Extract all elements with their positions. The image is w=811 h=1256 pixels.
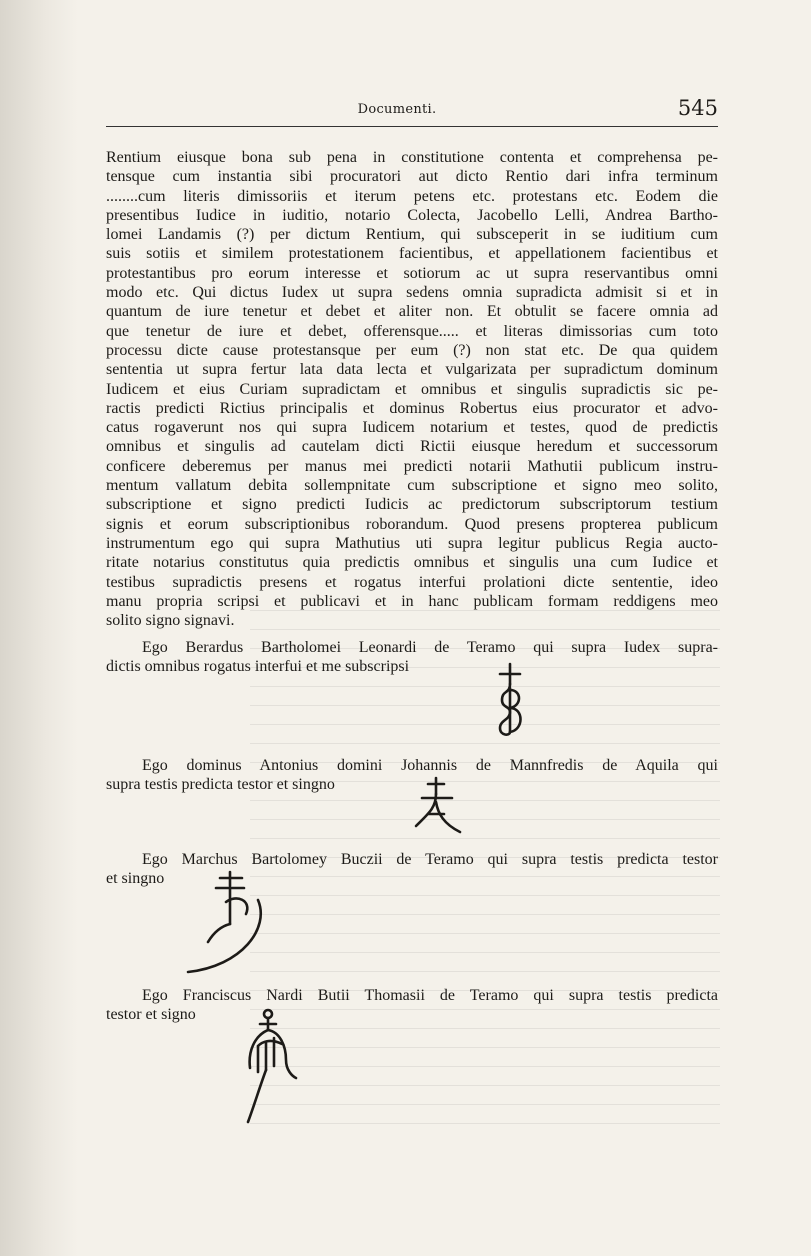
body-line: catus rogaverunt nos qui supra Iudicem notarium et testes, quod de predictis	[106, 419, 718, 437]
header-rule	[106, 126, 718, 127]
body-line: conficere deberemus per manus mei predicti notarii Mathutii publicum instru-	[106, 457, 718, 475]
notarial-sign-berardus-icon	[488, 660, 536, 740]
body-line: signis et eorum subscriptionibus roborandum. Quod presens propterea publicum	[106, 515, 718, 533]
subscription-berardus	[106, 638, 718, 677]
subscription-franciscus	[106, 986, 718, 1025]
body-line: sententia ut supra fertur lata data lecta et vulgarizata per supradictum dominum	[106, 361, 718, 379]
body-line: instrumentum ego qui supra Mathutius uti supra legitur publicus Regia aucto-	[106, 534, 718, 552]
body-line: processu dicte cause protestansque per eum (?) non stat etc. De qua quidem	[106, 341, 718, 359]
page-header	[106, 96, 718, 128]
subscription-text: dictis omnibus rogatus interfui et me subscripsi	[106, 658, 410, 676]
body-line: lomei Landamis (?) per dictum Rentium, qui subsceperit in se iuditium cum	[106, 226, 718, 244]
body-line: ractis predicti Rictius principalis et dominus Robertus eius procurator et advo-	[106, 399, 718, 417]
body-line: ........cum literis dimissoriis et iterum petens etc. protestans etc. Eodem die	[106, 187, 718, 205]
body-line: que tenetur de iure et debet, offerensque..... et literas dimissorias cum toto	[106, 322, 718, 340]
body-line: mentum vallatum debita sollempnitate cum subscriptione et signo meo solito,	[106, 477, 718, 495]
subscription-text: supra testis predicta testor et singno	[106, 776, 335, 794]
body-line: suis sotiis et similem protestationem facientibus, et appellationem facientibus et	[106, 245, 718, 263]
document-body	[106, 148, 718, 630]
subscription-text: Ego Berardus Bartholomei Leonardi de Teramo qui supra Iudex supra-	[142, 639, 718, 656]
body-line: solito signo signavi.	[106, 612, 235, 630]
page-number: 545	[677, 96, 718, 120]
notarial-sign-franciscus-icon	[236, 1006, 300, 1126]
body-line: Iudicem et eius Curiam supradictam et omnibus et singulis supradictis sic pe-	[106, 380, 718, 398]
body-line: subscriptione et signo predicti Iudicis ac predictorum subscriptorum testium	[106, 496, 718, 514]
body-line: Rentium eiusque bona sub pena in constitutione contenta et comprehensa pe-	[106, 149, 718, 166]
notarial-sign-antonius-icon	[406, 774, 468, 836]
subscription-text: et singno	[106, 870, 165, 888]
body-line: modo etc. Qui dictus Iudex ut supra sedens omnia supradicta admisit si et in	[106, 284, 718, 302]
body-line: quantum de iure tenetur et debet et aliter non. Et obtulit se facere omnia ad	[106, 303, 718, 321]
body-line: presentibus Iudice in iuditio, notario Colecta, Jacobello Lelli, Andrea Bartho-	[106, 206, 718, 224]
body-line: protestantibus pro eorum interesse et sotiorum ac ut supra reservantibus omni	[106, 264, 718, 282]
body-line: ritate notarius constitutus quia predictis omnibus et singulis una cum Iudice et	[106, 554, 718, 572]
subscription-text: Ego Marchus Bartolomey Buczii de Teramo qui supra testis predicta testor	[142, 851, 718, 868]
subscription-text: testor et signo	[106, 1006, 196, 1024]
page-gutter-shadow	[0, 0, 78, 1256]
body-line: omnibus et singulis ad cautelam dicti Rictii eiusque heredum et successorum	[106, 438, 718, 456]
subscription-text: Ego dominus Antonius domini Johannis de Mannfredis de Aquila qui	[142, 757, 718, 774]
body-line: tensque cum instantia sibi procuratori aut dicto Rentio dari infra terminum	[106, 168, 718, 186]
subscription-text: Ego Franciscus Nardi Butii Thomasii de Teramo qui supra testis predicta	[142, 987, 718, 1004]
body-line: manu propria scripsi et publicavi et in hanc publicam formam reddigens meo	[106, 592, 718, 610]
body-line: testibus supradictis presens et rogatus interfui prolationi dicte sententie, ideo	[106, 573, 718, 591]
notarial-sign-marchus-icon	[180, 866, 280, 978]
running-head: Documenti.	[357, 102, 437, 117]
